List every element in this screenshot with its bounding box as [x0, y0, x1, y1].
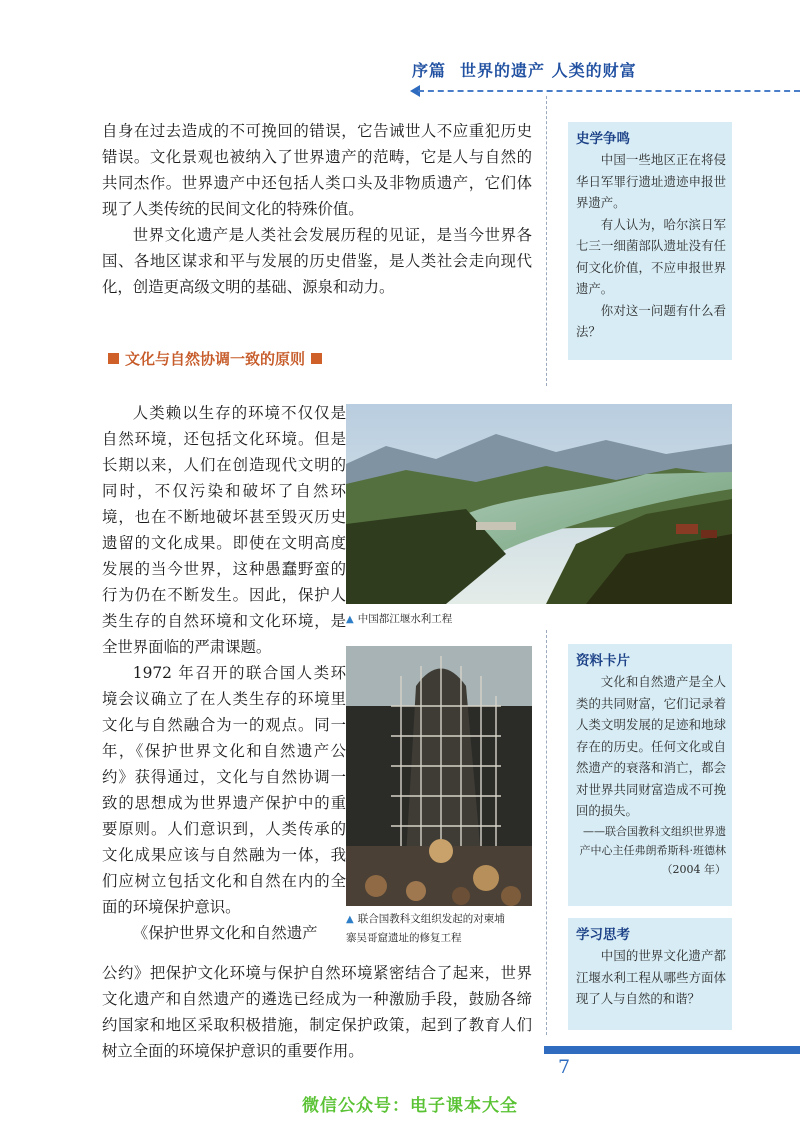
sidebox-paragraph: 中国的世界文化遗产都江堰水利工程从哪些方面体现了人与自然的和谐？ [576, 948, 726, 1006]
paragraph: 自身在过去造成的不可挽回的错误，它告诫世人不应重犯历史错误。文化景观也被纳入了世界遗产的范畴，它是人与自然的共同杰作。世界遗产中还包括人类口头及非物质遗产，它们体现了人类传统的民间文化的特殊价值。 [102, 122, 532, 218]
paragraph: 《保护世界文化和自然遗产 [132, 924, 318, 942]
column-divider-bottom [546, 630, 547, 1035]
sidebox-title: 资料卡片 [576, 653, 630, 669]
scaffold-illustration [346, 646, 532, 906]
dujiangyan-caption: ▲ 中国都江堰水利工程 [346, 613, 453, 625]
sidebox-body [568, 945, 732, 1016]
sidebox-body [568, 149, 732, 349]
square-bullet-icon [108, 353, 119, 364]
angkor-caption-line2: 寨吴哥窟遗址的修复工程 [346, 932, 462, 944]
sidebox-paragraph: 中国一些地区正在将侵华日军罪行遗址遗迹申报世界遗产。 [576, 152, 726, 210]
section-heading-text: 文化与自然协调一致的原则 [125, 349, 306, 368]
section-heading [102, 346, 382, 370]
sidebox-paragraph: 有人认为，哈尔滨日军七三一细菌部队遗址没有任何文化价值，不应申报世界遗产。 [576, 216, 726, 296]
sidebox-history-debate [568, 122, 732, 360]
page-number: 7 [558, 1056, 571, 1078]
footer-bar [544, 1046, 800, 1054]
triangle-marker-icon: ▲ [346, 914, 354, 925]
column-divider-top [546, 96, 547, 386]
watermark: 微信公众号：电子课本大全 [302, 1096, 518, 1116]
triangle-marker-icon: ▲ [346, 614, 354, 625]
sidebox-title: 学习思考 [576, 927, 630, 943]
paragraph: 世界文化遗产是人类社会发展历程的见证，是当今世界各国、各地区谋求和平与发展的历史借鉴，是人类社会走向现代化，创造更高级文明的基础、源泉和动力。 [102, 226, 532, 296]
header-chapter: 序篇 [412, 61, 447, 80]
sidebox-data-card [568, 644, 732, 906]
sidebox-study-question [568, 918, 732, 1030]
paragraph: 公约》把保护文化环境与保护自然环境紧密结合了起来，世界文化遗产和自然遗产的遴选已经成为一种激励手段，鼓励各缔约国家和地区采取积极措施，制定保护政策，起到了教育人们树立全面的环境保护意识的重要作用。 [102, 964, 532, 1060]
paragraph: 1972 年召开的联合国人类环境会议确立了在人类生存的环境里文化与自然融合为一的观点。同一年，《保护世界文化和自然遗产公约》获得通过，文化与自然协调一致的思想成为世界遗产保护中的重要原则。人们意识到，人类传承的文化成果应该与自然融为一体，我们应树立包括文化和自然在内的全面的环境保护意识。 [102, 664, 346, 916]
sidebox-title: 史学争鸣 [576, 131, 630, 147]
angkor-photo [346, 646, 532, 906]
body-text-top [102, 118, 532, 300]
paragraph: 人类赖以生存的环境不仅仅是自然环境，还包括文化环境。但是长期以来，人们在创造现代文明的同时，不仅污染和破坏了自然环境，也在不断地破坏甚至毁灭历史遗留的文化成果。即使在文明高度发展的当今世界，这种愚蠢野蛮的行为仍在不断发生。因此，保护人类生存的自然环境和文化环境，是全世界面临的严肃课题。 [102, 404, 346, 656]
running-header [412, 58, 752, 88]
sidebox-paragraph: 文化和自然遗产是全人类的共同财富，它们记录着人类文明发展的足迹和地球存在的历史。任何文化或自然遗产的衰落和消亡，都会对世界共同财富造成不可挽回的损失。 [576, 674, 726, 818]
sidebox-attribution: ——联合国教科文组织世界遗产中心主任弗朗希斯科·班德林（2004 年） [579, 824, 726, 876]
header-rule [418, 90, 800, 92]
header-title: 世界的遗产 人类的财富 [460, 61, 637, 80]
sidebox-body [568, 671, 732, 885]
body-text-left [102, 400, 346, 946]
sidebox-paragraph: 你对这一问题有什么看法？ [576, 302, 726, 339]
square-bullet-icon [311, 353, 322, 364]
angkor-caption [346, 910, 546, 947]
landscape-illustration [346, 404, 732, 604]
body-text-bottom [102, 960, 532, 1064]
angkor-caption-line1: ▲ 联合国教科文组织发起的对柬埔 [346, 913, 505, 925]
dujiangyan-photo [346, 404, 732, 604]
